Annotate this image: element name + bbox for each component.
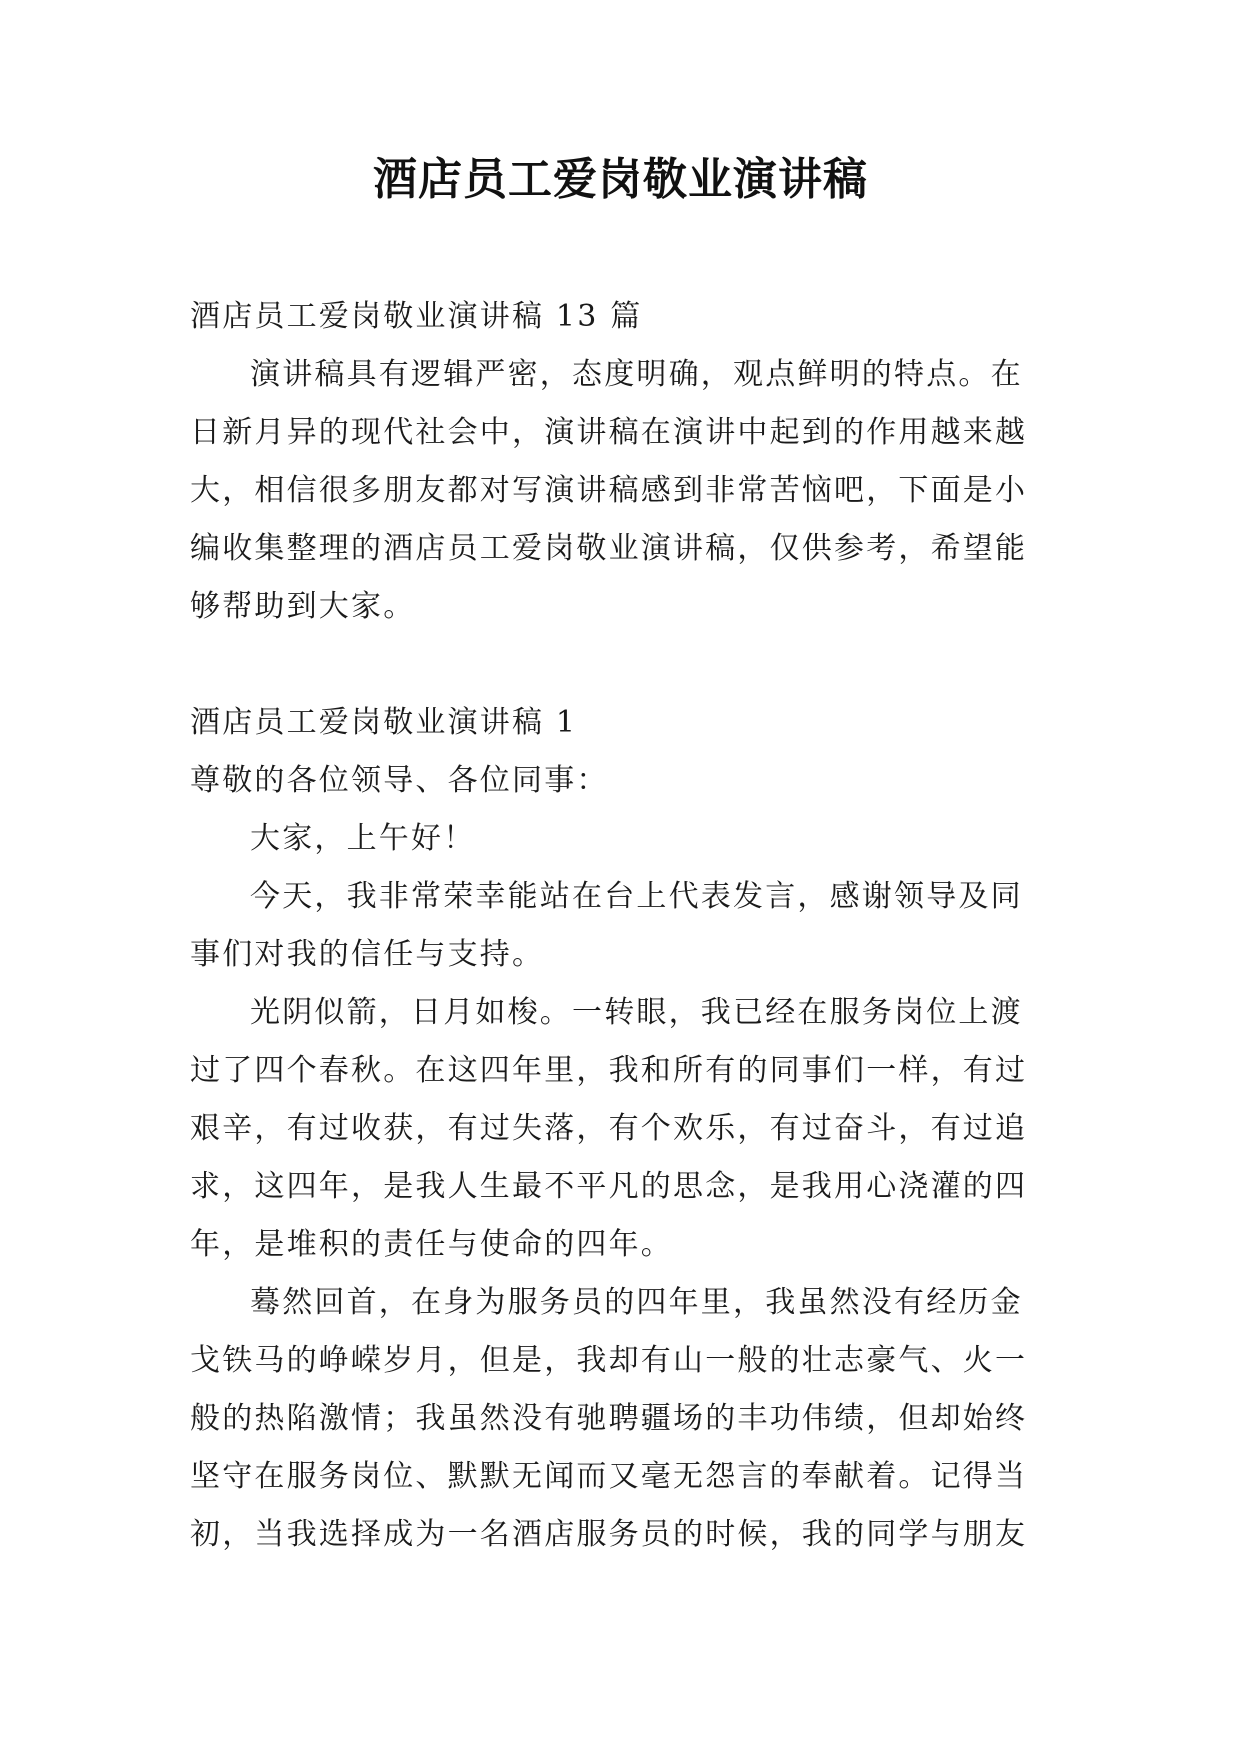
paragraph-spacer (190, 636, 1050, 694)
body-paragraph-3: 蓦然回首，在身为服务员的四年里，我虽然没有经历金戈铁马的峥嵘岁月，但是，我却有山一般的壮志豪气、火一般的热陷激情；我虽然没有驰聘疆场的丰功伟绩，但却始终坚守在服务岗位、默默无闻而又毫无怨言的奉献着。记得当初，当我选择成为一名酒店服务员的时候，我的同学与朋友 (190, 1285, 1028, 1552)
greeting: 大家，上午好！ (250, 821, 476, 856)
section-heading: 酒店员工爱岗敬业演讲稿 1 (190, 705, 578, 740)
body-paragraph-2: 光阴似箭，日月如梭。一转眼，我已经在服务岗位上渡过了四个春秋。在这四年里，我和所有的同事们一样，有过艰辛，有过收获，有过失落，有个欢乐，有过奋斗，有过追求，这四年，是我人生最不平凡的思念，是我用心浇灌的四年，是堆积的责任与使命的四年。 (190, 995, 1028, 1262)
salutation: 尊敬的各位领导、各位同事： (190, 763, 609, 798)
intro-paragraph: 演讲稿具有逻辑严密，态度明确，观点鲜明的特点。在日新月异的现代社会中，演讲稿在演讲中起到的作用越来越大，相信很多朋友都对写演讲稿感到非常苦恼吧，下面是小编收集整理的酒店员工爱岗敬业演讲稿，仅供参考，希望能够帮助到大家。 (190, 357, 1028, 624)
document-subtitle: 酒店员工爱岗敬业演讲稿 13 篇 (190, 299, 643, 334)
body-paragraph-1: 今天，我非常荣幸能站在台上代表发言，感谢领导及同事们对我的信任与支持。 (190, 879, 1023, 972)
document-body (190, 288, 1050, 1564)
document-title: 酒店员工爱岗敬业演讲稿 (373, 154, 868, 205)
